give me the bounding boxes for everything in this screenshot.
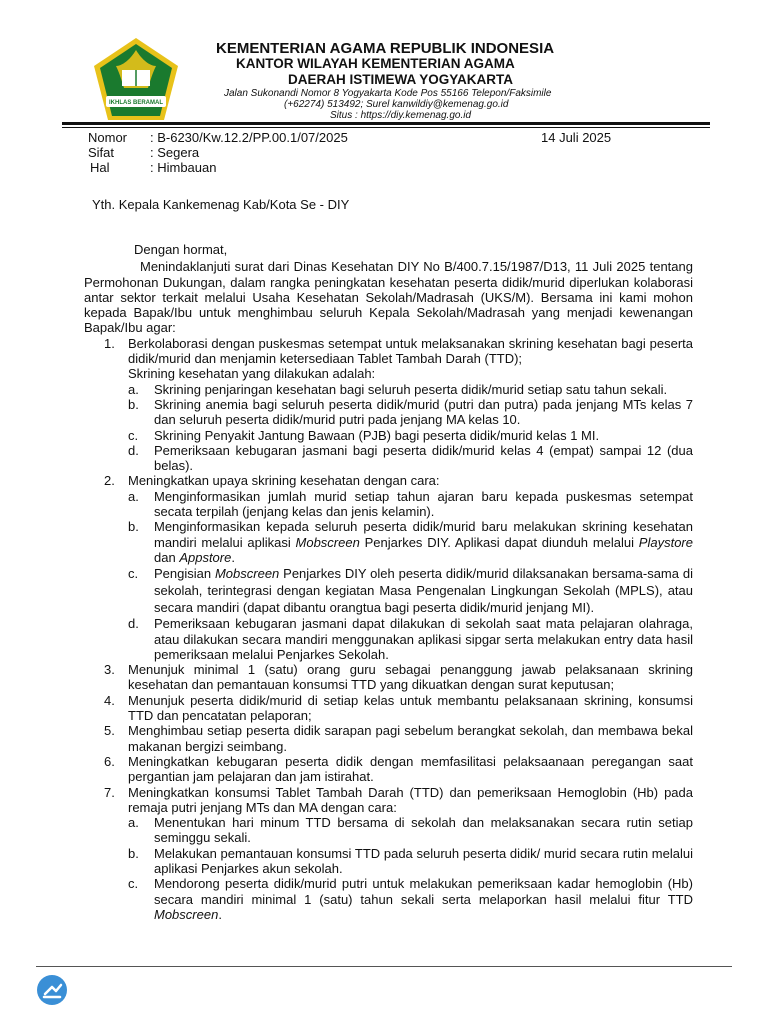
- sub-item-2d: d. Pemeriksaan kebugaran jasmani dapat dilakukan di sekolah saat mata pelajaran olahraga, atau dilakukan secara mandiri menggunakan aplikasi sipgar serta melakukan entry data hasil pemeriksaan melalui Penjarkes Sekolah.: [128, 616, 693, 662]
- kemenag-logo: [86, 36, 186, 126]
- letter-date: 14 Juli 2025: [541, 130, 612, 145]
- recipient: Yth. Kepala Kankemenag Kab/Kota Se - DIY: [92, 197, 350, 212]
- ministry-name: KEMENTERIAN AGAMA REPUBLIK INDONESIA: [216, 40, 555, 57]
- list-item-5: 5. Menghimbau setiap peserta didik sarapan pagi sebelum berangkat sekolah, dan membawa bekal makanan bergizi seimbang.: [104, 723, 693, 754]
- list-item-6: 6. Meningkatkan kebugaran peserta didik dengan memfasilitasi pelaksaanaan peregangan saat pergantian jam pelajaran dan jam istirahat.: [104, 753, 693, 785]
- list-item-2: [84, 473, 693, 488]
- sub-item-1a: a. Skrining penjaringan kesehatan bagi seluruh peserta didik/murid setiap satu tahun sekali.: [128, 381, 668, 397]
- nomor-value: : B-6230/Kw.12.2/PP.00.1/07/2025: [150, 130, 348, 145]
- item-after-text: Skrining kesehatan yang dilakukan adalah:: [128, 366, 376, 382]
- list-item-3: 3. Menunjuk minimal 1 (satu) orang guru sebagai penanggung jawab pelaksanaan skrining kesehatan dan pemantauan konsumsi TTD yang dikuatkan dengan surat keputusan;: [104, 662, 693, 693]
- item-number: 1.: [104, 335, 115, 351]
- nomor-label: Nomor: [88, 130, 128, 145]
- list-item-4: 4. Menunjuk peserta didik/murid di setiap kelas untuk membantu pelaksanaan skrining, konsumsi TTD dan pencatatan pelaporan;: [104, 692, 693, 724]
- header-rule-thin: [62, 127, 710, 128]
- region-name: DAERAH ISTIMEWA YOGYAKARTA: [288, 72, 514, 87]
- item-text: Berkolaborasi dengan puskesmas setempat untuk melaksanakan skrining kesehatan bagi peserta didik/murid dan menjamin ketersediaan Tablet Tambah Darah (TTD);: [128, 335, 693, 367]
- hal-value: : Himbauan: [150, 160, 217, 175]
- sub-item-7a: a. Menentukan hari minum TTD bersama di sekolah dan melaksanakan secara rutin setiap seminggu sekali.: [128, 815, 693, 846]
- sub-item-2a: a. Menginformasikan jumlah murid setiap tahun ajaran baru kepada puskesmas setempat secata terpilah (jenjang kelas dan jenis kelamin).: [128, 488, 693, 520]
- list-item-1: [84, 336, 693, 382]
- sub-item-7b: b. Melakukan pemantauan konsumsi TTD pada seluruh peserta didik/ murid secara rutin melalui aplikasi Penjarkes akun sekolah.: [128, 845, 693, 876]
- intro-paragraph: Menindaklanjuti surat dari Dinas Kesehatan DIY No B/400.7.15/1987/D13, 11 Juli 2025 tentang Permohonan Dukungan, dalam rangka peningkatan kesehatan peserta didik/murid diperlukan kolaborasi antar sektor terkait melalui Usaha Kesehatan Sekolah/Madrasah (UKS/M). Bersama ini kami mohon kepada Bapak/Ibu untuk menghimbau seluruh Kepala Sekolah/Madrasah yang menjadi kewenangan Bapak/Ibu agar:: [84, 259, 693, 336]
- sub-item-1d: d. Pemeriksaan kebugaran jasmani bagi peserta didik/murid kelas 4 (empat) sampai 12 (dua belas).: [128, 442, 693, 474]
- item-text: Meningkatkan konsumsi Tablet Tambah Darah (TTD) dan pemeriksaan Hemoglobin (Hb) pada remaja putri jenjang MTs dan MA dengan cara:: [128, 784, 693, 815]
- list-item-7: [84, 785, 693, 816]
- header-rule-thick: [62, 122, 710, 125]
- letter-body: [84, 242, 693, 922]
- sub-item-2b: b. Menginformasikan kepada seluruh peserta didik/murid baru melakukan skrining kesehatan mandiri melalui aplikasi Mobscreen Penjarkes DIY. Aplikasi dapat diunduh melalui Playstore dan Appstore.: [128, 519, 693, 565]
- sub-item-2c: c. Pengisian Mobscreen Penjarkes DIY oleh peserta didik/murid dilaksanakan bersama-sama di sekolah, terintegrasi dengan kegiatan Masa Pengenalan Lingkungan Sekolah (MPLS), atau secara mandiri (dapat dibantu orangtua bagi peserta didik/murid jenjang MI).: [128, 566, 693, 616]
- sifat-value: : Segera: [150, 145, 200, 160]
- item-text: Meningkatkan upaya skrining kesehatan dengan cara:: [128, 473, 440, 489]
- sifat-label: Sifat: [88, 145, 115, 160]
- address-line-1: Jalan Sukonandi Nomor 8 Yogyakarta Kode Pos 55166 Telepon/Faksimile: [224, 88, 552, 99]
- item-number: 7.: [104, 784, 115, 800]
- sub-item-7c: c. Mendorong peserta didik/murid putri untuk melakukan pemeriksaan kadar hemoglobin (Hb) secara mandiri minimal 1 (satu) tahun sekali serta melaporkan hasil melalui fitur TTD Mobscreen.: [128, 876, 693, 922]
- logo-banner: IKHLAS BERAMAL: [109, 100, 163, 106]
- office-name: KANTOR WILAYAH KEMENTERIAN AGAMA: [236, 56, 515, 71]
- item-number: 2.: [104, 473, 115, 489]
- download-cloud-icon[interactable]: [36, 974, 68, 1006]
- sub-item-1b: b. Skrining anemia bagi seluruh peserta didik/murid (putri dan putra) pada jenjang MTs kelas 7 dan seluruh peserta didik/murid putri pada jenjang MA kelas 10.: [128, 396, 693, 428]
- address-line-2: (+62274) 513492; Surel kanwildiy@kemenag.go.id: [284, 99, 509, 110]
- website-line: Situs : https://diy.kemenag.go.id: [330, 110, 472, 121]
- sub-item-1c: c. Skrining Penyakit Jantung Bawaan (PJB) bagi peserta didik/murid kelas 1 MI.: [128, 427, 600, 443]
- greeting: Dengan hormat,: [134, 242, 228, 257]
- hal-label: Hal: [90, 160, 110, 175]
- footer-divider: [36, 966, 732, 967]
